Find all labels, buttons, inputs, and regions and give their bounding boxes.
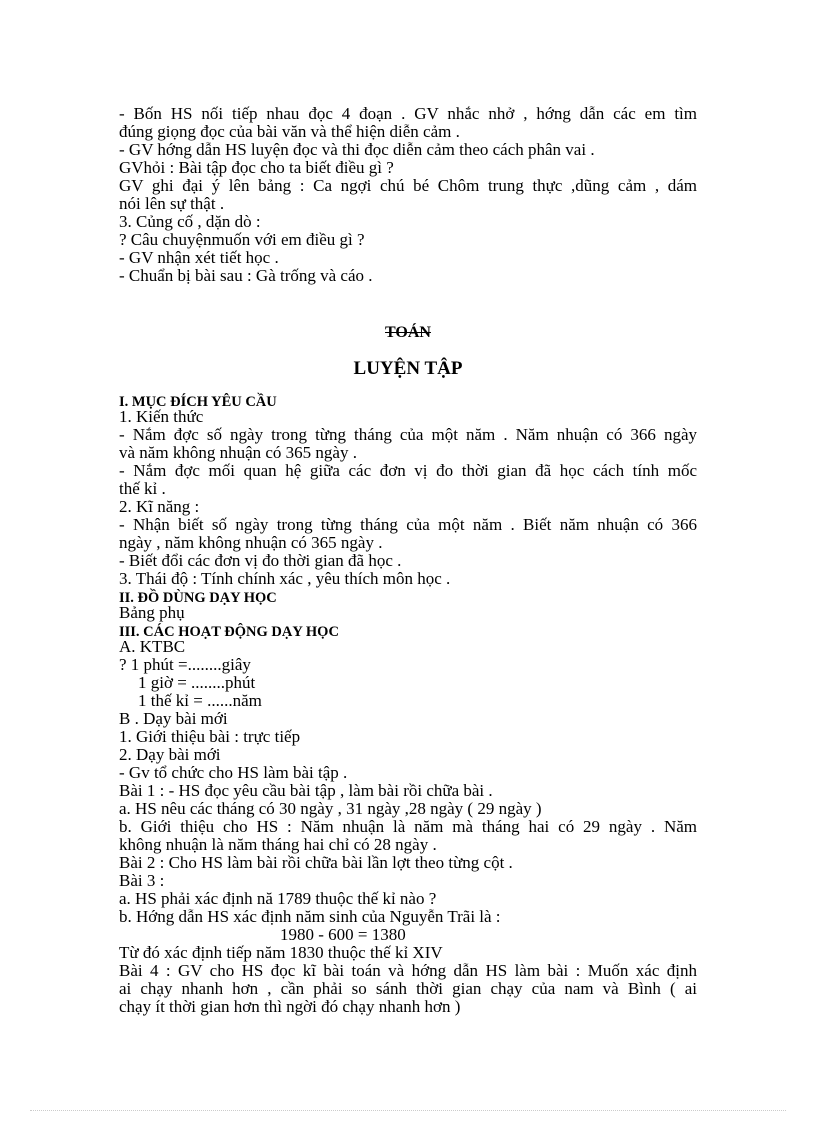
intro-line: - Bốn HS nối tiếp nhau đọc 4 đoạn . GV nhắc nhở , hớng dẫn các em tìm	[119, 104, 697, 123]
body-line: ai chạy nhanh hơn , cần phải so sánh thời gian chạy của nam và Bình ( ai	[119, 979, 697, 998]
subject-heading: TOÁN	[385, 324, 431, 341]
body-line: và năm không nhuận có 365 ngày .	[119, 443, 357, 462]
body-line: thế kỉ .	[119, 479, 166, 498]
intro-line: - GV nhận xét tiết học .	[119, 248, 279, 267]
body-line: b. Hớng dẫn HS xác định năm sinh của Nguyễn Trãi là :	[119, 907, 501, 926]
section-heading: II. ĐỒ DÙNG DẠY HỌC	[119, 590, 277, 606]
body-line: 2. Dạy bài mới	[119, 745, 221, 764]
body-line: B . Dạy bài mới	[119, 709, 228, 728]
body-line: Bảng phụ	[119, 603, 185, 622]
intro-line: - Chuẩn bị bài sau : Gà trống và cáo .	[119, 266, 373, 285]
intro-line: ? Câu chuyệnmuốn với em điều gì ?	[119, 230, 365, 249]
body-line: 2. Kĩ năng :	[119, 497, 200, 516]
intro-line: GVhỏi : Bài tập đọc cho ta biết điều gì ?	[119, 158, 394, 177]
body-line: 1. Kiến thức	[119, 407, 204, 426]
body-line: A. KTBC	[119, 637, 186, 656]
intro-line: 3. Củng cố , dặn dò :	[119, 212, 261, 231]
body-line: ngày , năm không nhuận có 365 ngày .	[119, 533, 383, 552]
intro-line: GV ghi đại ý lên bảng : Ca ngợi chú bé Chôm trung thực ,dũng cảm , dám	[119, 176, 697, 195]
lesson-title: LUYỆN TẬP	[353, 358, 463, 379]
body-line: - Nắm đợc mối quan hệ giữa các đơn vị đo thời gian đã học cách tính mốc	[119, 461, 697, 480]
body-line: a. HS nêu các tháng có 30 ngày , 31 ngày ,28 ngày ( 29 ngày )	[119, 799, 542, 818]
body-line: Từ đó xác định tiếp năm 1830 thuộc thế kỉ XIV	[119, 943, 443, 962]
body-line: - Nắm đợc số ngày trong từng tháng của một năm . Năm nhuận có 366 ngày	[119, 425, 697, 444]
body-line: a. HS phải xác định nă 1789 thuộc thế kỉ nào ?	[119, 889, 437, 908]
body-line: Bài 3 :	[119, 871, 165, 890]
section-heading: III. CÁC HOẠT ĐỘNG DẠY HỌC	[119, 624, 339, 640]
body-line: không nhuận là năm tháng hai chỉ có 28 ngày .	[119, 835, 437, 854]
body-line: Bài 4 : GV cho HS đọc kĩ bài toán và hớng dẫn HS làm bài : Muốn xác định	[119, 961, 697, 980]
body-line: chạy ít thời gian hơn thì ngời đó chạy nhanh hơn )	[119, 997, 461, 1016]
body-line: 3. Thái độ : Tính chính xác , yêu thích môn học .	[119, 569, 451, 588]
body-line: ? 1 phút =........giây	[119, 655, 251, 674]
body-line: 1 giờ = ........phút	[138, 673, 256, 692]
body-line: - Nhận biết số ngày trong từng tháng của một năm . Biết năm nhuận có 366	[119, 515, 697, 534]
page-bottom-divider	[30, 1110, 786, 1111]
body-line: Bài 2 : Cho HS làm bài rồi chữa bài lần lợt theo từng cột .	[119, 853, 513, 872]
body-line: - Biết đổi các đơn vị đo thời gian đã học .	[119, 551, 402, 570]
body-line: Bài 1 : - HS đọc yêu cầu bài tập , làm bài rồi chữa bài .	[119, 781, 493, 800]
intro-line: - GV hớng dẫn HS luyện đọc và thi đọc diễn cảm theo cách phân vai .	[119, 140, 595, 159]
body-line: 1980 - 600 = 1380	[280, 925, 406, 944]
intro-line: đúng giọng đọc của bài văn và thể hiện diễn cảm .	[119, 122, 460, 141]
intro-line: nói lên sự thật .	[119, 194, 225, 213]
body-line: 1. Giới thiệu bài : trực tiếp	[119, 727, 301, 746]
section-heading: I. MỤC ĐÍCH YÊU CẦU	[119, 394, 277, 410]
body-line: 1 thế kỉ = ......năm	[138, 691, 262, 710]
body-line: - Gv tổ chức cho HS làm bài tập .	[119, 763, 348, 782]
body-line: b. Giới thiệu cho HS : Năm nhuận là năm mà tháng hai có 29 ngày . Năm	[119, 817, 697, 836]
